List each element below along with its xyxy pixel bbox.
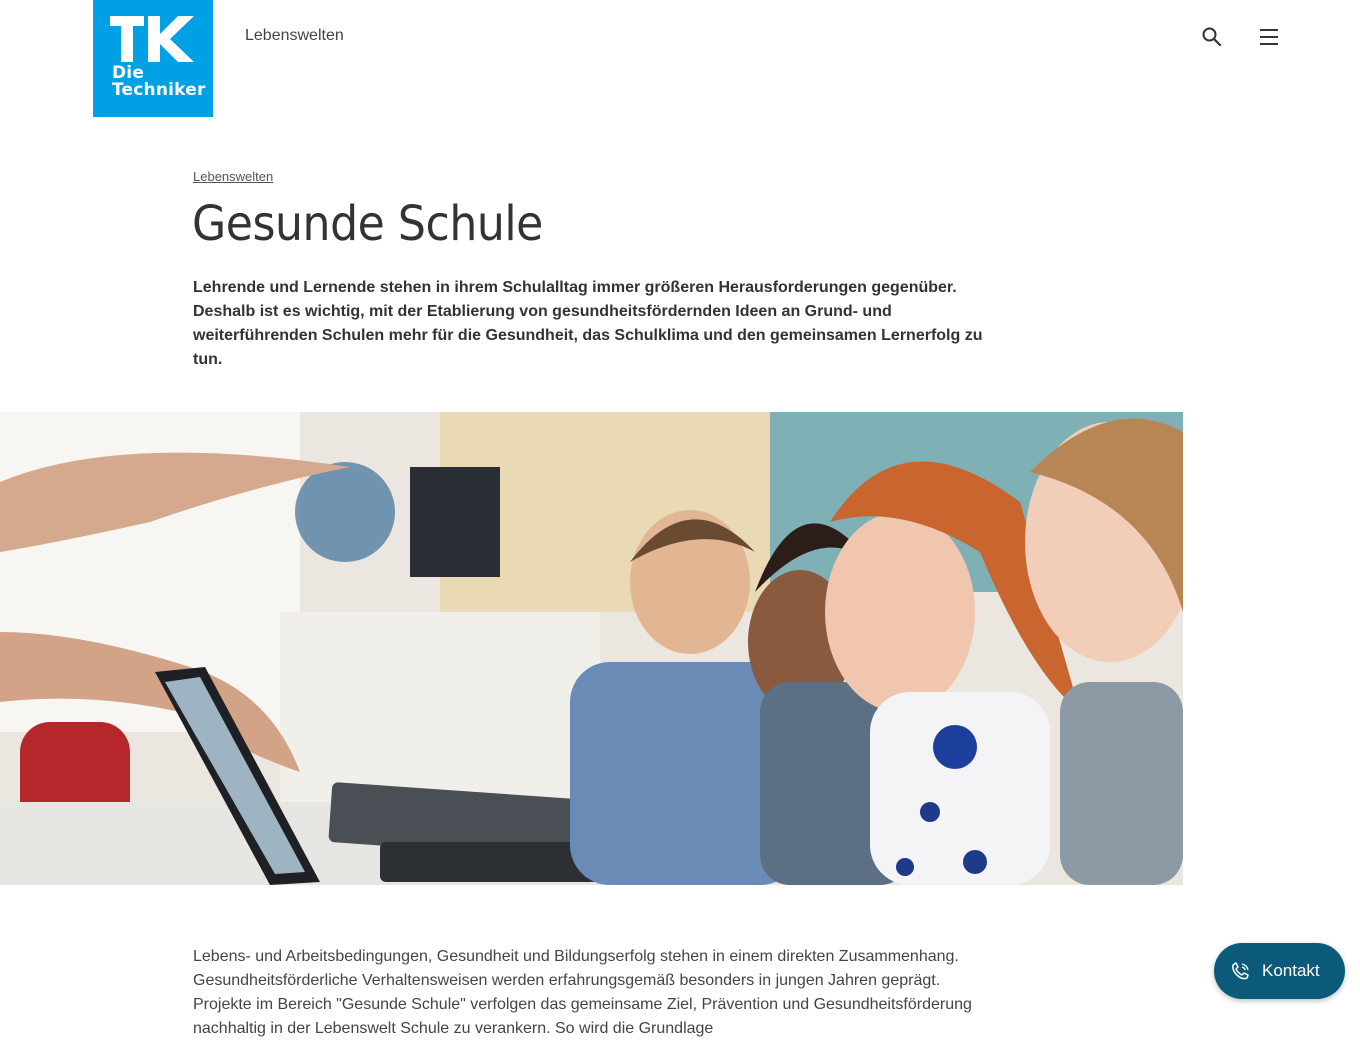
- menu-icon: [1257, 25, 1281, 49]
- site-header: [0, 0, 1360, 117]
- hero-image: [0, 412, 1183, 885]
- logo-text-techniker: Techniker: [112, 80, 206, 100]
- search-button[interactable]: [1200, 25, 1224, 49]
- logo-text-die: Die: [112, 63, 145, 83]
- tk-logo-mark: [110, 16, 196, 62]
- hero-illustration: [0, 412, 1183, 885]
- nav-lebenswelten[interactable]: Lebenswelten: [245, 27, 344, 44]
- tk-logo[interactable]: [93, 0, 213, 117]
- kontakt-label: Kontakt: [1262, 961, 1320, 980]
- body-text: Lebens- und Arbeitsbedingungen, Gesundheit und Bildungserfolg stehen in einem direkten Zusammenhang. Gesundheitsförderliche Verhaltensweisen werden erfahrungsgemäß besonders in jungen Jahren geprägt. Projekte im Bereich "Gesunde Schule" verfolgen das gemeinsame Ziel, Prävention und Gesundheitsförderung nachhaltig in der Lebenswelt Schule zu verankern. So wird die Grundlage: [193, 948, 972, 1037]
- breadcrumb-lebenswelten[interactable]: Lebenswelten: [193, 169, 274, 184]
- page-title: Gesunde Schule: [192, 196, 543, 252]
- kontakt-button[interactable]: [1214, 943, 1345, 999]
- phone-icon: [1230, 961, 1252, 981]
- menu-button[interactable]: [1257, 25, 1281, 49]
- intro-text: Lehrende und Lernende stehen in ihrem Schulalltag immer größeren Herausforderungen gegenüber. Deshalb ist es wichtig, mit der Etablierung von gesundheitsfördernden Ideen an Grund- und weiterführenden Schulen mehr für die Gesundheit, das Schulklima und den gemeinsamen Lernerfolg zu tun.: [193, 279, 983, 368]
- search-icon: [1200, 25, 1224, 49]
